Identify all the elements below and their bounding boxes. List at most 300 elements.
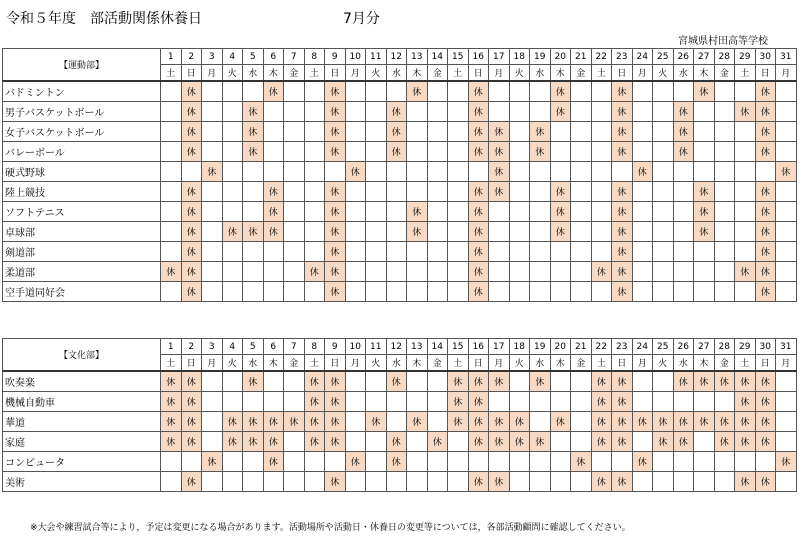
club-row [3,371,797,392]
day-cell [673,162,694,182]
day-cell [550,282,571,302]
rest-day-cell: 休 [345,452,366,472]
weekday-label: 土 [448,355,469,372]
day-cell [304,142,325,162]
rest-day-cell: 休 [181,142,202,162]
rest-day-cell: 休 [632,412,653,432]
day-cell [489,242,510,262]
day-cell [571,162,592,182]
day-cell [653,142,674,162]
day-cell [571,262,592,282]
rest-day-cell: 休 [755,472,776,492]
club-name: 陸上競技 [3,182,161,202]
rest-day-cell: 休 [653,432,674,452]
rest-day-cell: 休 [263,182,284,202]
day-cell [571,472,592,492]
weekday-label: 木 [550,355,571,372]
day-number: 17 [489,49,510,65]
rest-day-cell: 休 [468,472,489,492]
day-cell [243,472,264,492]
day-cell [530,202,551,222]
weekday-label: 日 [612,355,633,372]
day-number: 5 [243,339,264,355]
rest-day-cell: 休 [755,182,776,202]
day-cell [284,222,305,242]
weekday-label: 日 [181,65,202,82]
rest-day-cell: 休 [325,142,346,162]
day-number: 22 [591,339,612,355]
rest-day-cell: 休 [263,222,284,242]
day-cell [673,282,694,302]
day-cell [673,392,694,412]
weekday-label: 火 [509,355,530,372]
weekday-label: 土 [304,65,325,82]
rest-day-cell: 休 [694,81,715,102]
rest-day-cell: 休 [612,262,633,282]
day-cell [468,162,489,182]
day-cell [653,472,674,492]
day-number: 3 [202,49,223,65]
day-cell [345,102,366,122]
day-cell [202,412,223,432]
weekday-label: 日 [468,65,489,82]
day-cell [284,452,305,472]
school-name: 宮城県村田高等学校 [678,36,768,47]
day-number: 4 [222,49,243,65]
day-cell [714,102,735,122]
day-cell [304,182,325,202]
day-number: 15 [448,339,469,355]
rest-day-cell: 休 [161,412,182,432]
day-cell [304,202,325,222]
day-cell [304,222,325,242]
day-cell [325,452,346,472]
weekday-label: 火 [222,355,243,372]
rest-day-cell: 休 [181,202,202,222]
day-cell [714,222,735,242]
rest-day-cell: 休 [714,432,735,452]
day-cell [571,222,592,242]
rest-day-cell: 休 [325,432,346,452]
rest-day-cell: 休 [694,182,715,202]
day-cell [366,222,387,242]
day-cell [243,262,264,282]
rest-day-cell: 休 [673,432,694,452]
weekday-label: 水 [386,65,407,82]
rest-day-cell: 休 [448,412,469,432]
club-name: コンピュータ [3,452,161,472]
club-row [3,162,797,182]
day-cell [591,242,612,262]
rest-day-cell: 休 [612,472,633,492]
rest-day-cell: 休 [755,262,776,282]
day-cell [222,282,243,302]
day-cell [632,262,653,282]
day-cell [263,242,284,262]
day-number: 1 [161,49,182,65]
rest-day-cell: 休 [509,412,530,432]
rest-day-cell: 休 [735,432,756,452]
rest-day-cell: 休 [509,432,530,452]
day-cell [263,142,284,162]
day-cell [550,392,571,412]
day-cell [653,282,674,302]
day-cell [591,81,612,102]
day-cell [571,81,592,102]
day-cell [407,472,428,492]
day-cell [202,432,223,452]
day-number: 19 [530,339,551,355]
day-cell [202,282,223,302]
day-number: 19 [530,49,551,65]
club-name: 女子バスケットボール [3,122,161,142]
rest-day-cell: 休 [755,142,776,162]
day-cell [591,102,612,122]
day-cell [571,282,592,302]
day-number: 8 [304,49,325,65]
rest-day-cell: 休 [755,242,776,262]
club-row [3,432,797,452]
day-cell [509,102,530,122]
day-cell [550,432,571,452]
day-cell [304,122,325,142]
club-name: 華道 [3,412,161,432]
day-cell [653,202,674,222]
day-cell [489,392,510,412]
day-cell [489,102,510,122]
day-cell [284,81,305,102]
day-number: 3 [202,339,223,355]
day-cell [427,242,448,262]
day-number: 25 [653,339,674,355]
day-cell [612,162,633,182]
day-cell [427,262,448,282]
rest-day-cell: 休 [181,412,202,432]
day-cell [550,242,571,262]
day-cell [345,202,366,222]
rest-day-cell: 休 [304,371,325,392]
rest-day-cell: 休 [386,432,407,452]
day-cell [509,242,530,262]
rest-day-cell: 休 [489,122,510,142]
weekday-label: 月 [489,65,510,82]
day-cell [427,452,448,472]
day-cell [304,452,325,472]
day-cell [653,242,674,262]
rest-day-cell: 休 [591,432,612,452]
day-number: 4 [222,339,243,355]
rest-day-cell: 休 [407,202,428,222]
day-number: 15 [448,49,469,65]
day-number: 26 [673,339,694,355]
day-cell [284,122,305,142]
day-cell [653,81,674,102]
day-cell [407,371,428,392]
rest-day-cell: 休 [489,432,510,452]
rest-day-cell: 休 [325,262,346,282]
club-row [3,102,797,122]
day-cell [263,282,284,302]
day-cell [571,392,592,412]
rest-day-cell: 休 [612,142,633,162]
rest-day-cell: 休 [181,81,202,102]
rest-day-cell: 休 [386,371,407,392]
club-row [3,142,797,162]
day-number: 16 [468,339,489,355]
day-cell [427,371,448,392]
rest-day-cell: 休 [243,432,264,452]
day-cell [489,222,510,242]
day-cell [448,262,469,282]
day-number: 12 [386,49,407,65]
day-number: 8 [304,339,325,355]
rest-day-cell: 休 [345,162,366,182]
rest-day-cell: 休 [571,452,592,472]
rest-day-cell: 休 [448,371,469,392]
club-row [3,472,797,492]
rest-day-cell: 休 [181,222,202,242]
rest-day-cell: 休 [673,122,694,142]
day-cell [571,182,592,202]
day-cell [202,122,223,142]
day-cell [632,242,653,262]
club-name: 卓球部 [3,222,161,242]
day-cell [345,472,366,492]
day-cell [509,202,530,222]
day-cell [407,102,428,122]
day-number: 21 [571,49,592,65]
day-cell [284,282,305,302]
day-cell [653,452,674,472]
day-cell [222,392,243,412]
day-cell [632,202,653,222]
day-cell [243,242,264,262]
rest-day-cell: 休 [263,412,284,432]
day-cell [776,262,797,282]
day-cell [673,182,694,202]
weekday-label: 木 [407,355,428,372]
rest-day-cell: 休 [181,432,202,452]
day-cell [509,282,530,302]
day-cell [448,242,469,262]
day-number: 27 [694,49,715,65]
day-cell [366,262,387,282]
day-number: 24 [632,49,653,65]
club-name: 硬式野球 [3,162,161,182]
rest-day-cell: 休 [468,81,489,102]
weekday-label: 月 [202,355,223,372]
weekday-label: 木 [407,65,428,82]
day-number: 28 [714,339,735,355]
rest-day-cell: 休 [468,182,489,202]
weekday-label: 金 [427,355,448,372]
rest-day-cell: 休 [714,371,735,392]
rest-day-cell: 休 [612,222,633,242]
day-cell [345,242,366,262]
day-cell [571,432,592,452]
weekday-label: 土 [304,355,325,372]
day-cell [202,202,223,222]
weekday-label: 土 [161,355,182,372]
weekday-label: 木 [263,355,284,372]
day-cell [694,102,715,122]
day-number: 23 [612,339,633,355]
day-cell [222,262,243,282]
day-cell [448,282,469,302]
day-cell [448,432,469,452]
day-cell [632,282,653,302]
rest-day-cell: 休 [550,412,571,432]
day-cell [386,182,407,202]
day-cell [632,472,653,492]
day-cell [714,81,735,102]
rest-day-cell: 休 [202,452,223,472]
rest-day-cell: 休 [755,432,776,452]
rest-day-cell: 休 [386,452,407,472]
day-number: 11 [366,339,387,355]
day-cell [694,142,715,162]
rest-day-cell: 休 [304,412,325,432]
day-cell [386,242,407,262]
rest-day-cell: 休 [755,392,776,412]
rest-day-cell: 休 [673,371,694,392]
day-cell [571,142,592,162]
day-cell [304,242,325,262]
rest-day-cell: 休 [325,371,346,392]
day-cell [735,142,756,162]
club-row [3,392,797,412]
rest-day-cell: 休 [325,242,346,262]
day-cell [243,162,264,182]
day-cell [530,81,551,102]
day-cell [673,262,694,282]
day-cell [284,392,305,412]
rest-day-cell: 休 [550,182,571,202]
day-cell [776,472,797,492]
weekday-label: 水 [243,355,264,372]
day-cell [509,392,530,412]
rest-day-cell: 休 [530,142,551,162]
day-cell [366,122,387,142]
culture-schedule-table [2,338,797,492]
rest-day-cell: 休 [612,242,633,262]
day-cell [632,122,653,142]
club-name: ソフトテニス [3,202,161,222]
day-cell [222,162,243,182]
rest-day-cell: 休 [468,432,489,452]
day-cell [222,371,243,392]
day-cell [571,102,592,122]
day-cell [386,282,407,302]
day-cell [673,81,694,102]
day-cell [448,222,469,242]
day-cell [345,432,366,452]
day-cell [653,222,674,242]
weekday-label: 金 [427,65,448,82]
section-header: 【文化部】 [3,339,161,372]
day-cell [427,282,448,302]
day-cell [263,392,284,412]
rest-day-cell: 休 [755,282,776,302]
club-name: 美術 [3,472,161,492]
rest-day-cell: 休 [468,202,489,222]
day-cell [243,81,264,102]
rest-day-cell: 休 [325,182,346,202]
day-cell [407,142,428,162]
day-cell [632,392,653,412]
club-row [3,81,797,102]
day-cell [632,142,653,162]
rest-day-cell: 休 [489,162,510,182]
day-cell [284,242,305,262]
day-cell [530,242,551,262]
day-cell [714,262,735,282]
day-cell [427,472,448,492]
day-number: 10 [345,49,366,65]
rest-day-cell: 休 [612,102,633,122]
rest-day-cell: 休 [202,162,223,182]
day-number: 31 [776,49,797,65]
day-number: 30 [755,49,776,65]
rest-day-cell: 休 [181,262,202,282]
day-cell [284,162,305,182]
day-cell [735,202,756,222]
rest-day-cell: 休 [222,412,243,432]
day-cell [550,162,571,182]
day-cell [509,162,530,182]
day-number: 18 [509,49,530,65]
rest-day-cell: 休 [468,371,489,392]
weekday-label: 土 [161,65,182,82]
day-cell [386,412,407,432]
day-cell [489,202,510,222]
day-cell [571,371,592,392]
rest-day-cell: 休 [612,122,633,142]
weekday-label: 水 [386,355,407,372]
day-cell [673,222,694,242]
day-cell [591,182,612,202]
day-cell [386,392,407,412]
day-cell [427,412,448,432]
club-name: 剣道部 [3,242,161,262]
day-cell [530,392,551,412]
rest-day-cell: 休 [243,371,264,392]
day-cell [653,182,674,202]
rest-day-cell: 休 [243,222,264,242]
rest-day-cell: 休 [304,262,325,282]
rest-day-cell: 休 [407,222,428,242]
day-number: 5 [243,49,264,65]
rest-day-cell: 休 [181,102,202,122]
day-cell [673,452,694,472]
day-cell [263,122,284,142]
day-cell [161,81,182,102]
day-cell [366,242,387,262]
day-cell [386,202,407,222]
day-number: 30 [755,339,776,355]
day-cell [284,142,305,162]
day-cell [366,142,387,162]
rest-day-cell: 休 [181,371,202,392]
rest-day-cell: 休 [161,432,182,452]
weekday-label: 水 [530,355,551,372]
rest-day-cell: 休 [181,472,202,492]
day-cell [386,472,407,492]
day-cell [509,452,530,472]
day-cell [345,392,366,412]
day-cell [673,202,694,222]
day-cell [776,412,797,432]
